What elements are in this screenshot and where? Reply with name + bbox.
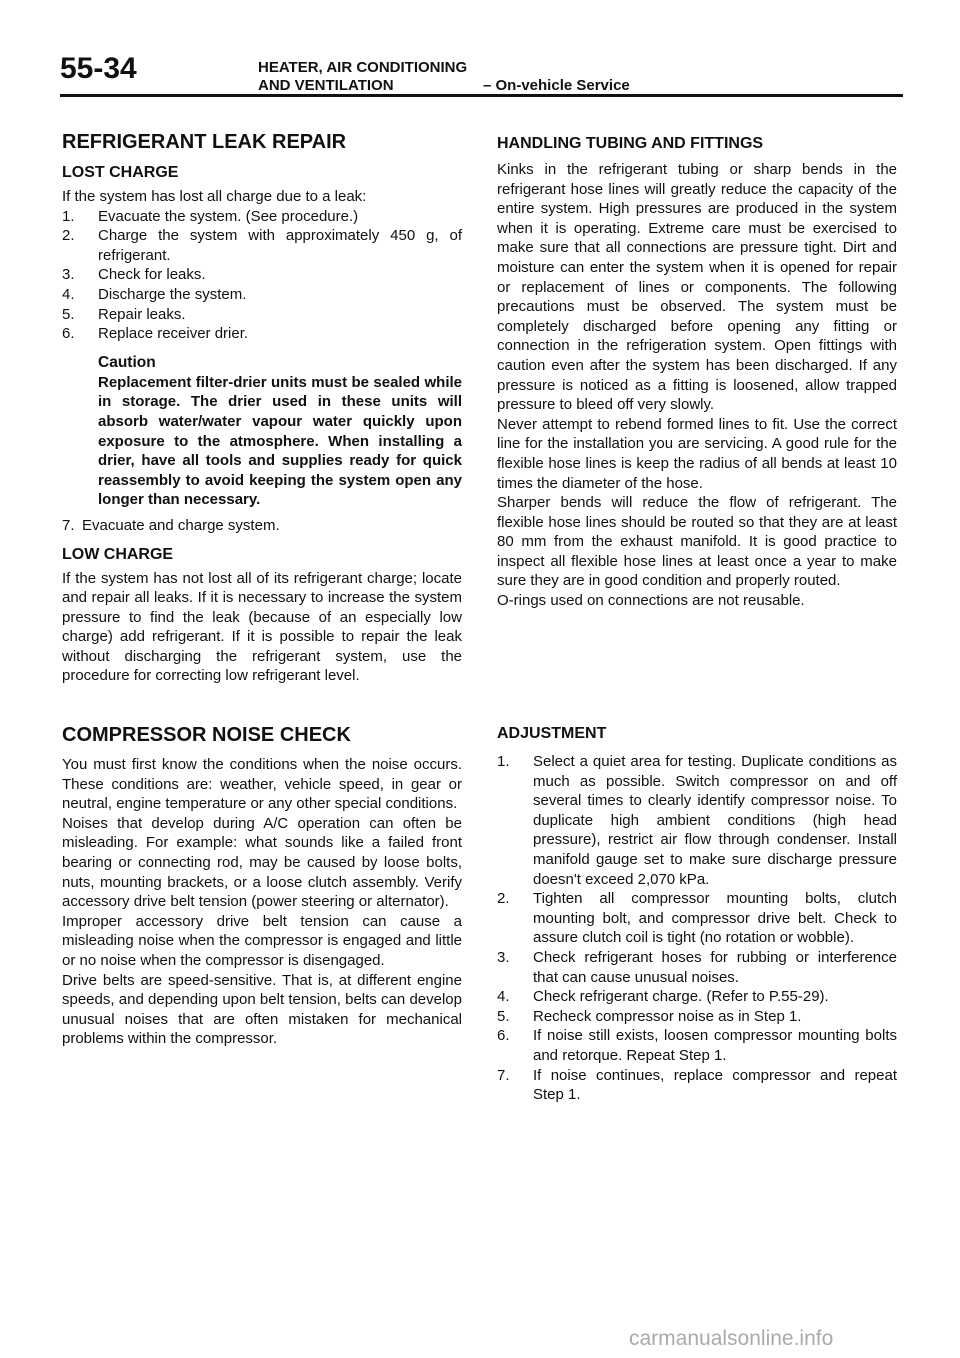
watermark: carmanualsonline.info — [629, 1327, 834, 1350]
step-text: Check refrigerant hoses for rubbing or interference that can cause unusual noises. — [533, 948, 897, 986]
list-item — [62, 285, 462, 305]
section-title-line2: AND VENTILATION — [258, 77, 394, 94]
step-number: 2. — [62, 227, 75, 245]
tubing-paragraph: Kinks in the refrigerant tubing or sharp bends in the refrigerant hose lines will greatly reduce the capacity of the entire system. High pressures are produced in the system when it is operating. Extreme care must be exercised to make sure that all connections are pressure tight. Dirt and moisture can enter the system when it is opened for repair or replacement of lines or components. The following precautions must be observed. The system must be completely discharged before opening any fitting or connection in the refrigeration system. Open fittings with caution even after the system has been discharged. If any pressure is noticed as a fitting is loosened, allow trapped pressure to bleed off very slowly. — [497, 161, 897, 414]
list-item — [62, 324, 462, 344]
adjustment-heading: ADJUSTMENT — [497, 725, 607, 742]
list-item — [497, 1066, 897, 1105]
header-rule — [60, 94, 903, 97]
list-item — [497, 752, 897, 889]
section-title-line1: HEATER, AIR CONDITIONING — [258, 59, 468, 76]
list-item — [497, 948, 897, 987]
step-number: 5. — [497, 1007, 510, 1025]
step-text: Discharge the system. — [98, 285, 247, 303]
step-text: Check for leaks. — [98, 266, 206, 284]
step-text: Check refrigerant charge. (Refer to P.55-29). — [533, 988, 829, 1006]
section-title — [258, 59, 467, 95]
lost-charge-intro: If the system has lost all charge due to a leak: — [62, 188, 367, 205]
step-text: If noise still exists, loosen compressor mounting bolts and retorque. Repeat Step 1. — [533, 1027, 897, 1064]
step-text: Replace receiver drier. — [98, 325, 249, 343]
caution-text: Replacement filter-drier units must be sealed while in storage. The drier used in these units will absorb water/water vapour water quickly upon exposure to the atmosphere. When installing a drier, have all tools and supplies ready for quick reassembly to avoid keeping the system open any longer than necessary. — [98, 373, 462, 509]
step-text: Repair leaks. — [98, 305, 186, 323]
step-number: 6. — [497, 1027, 510, 1045]
leak-repair-heading: REFRIGERANT LEAK REPAIR — [62, 131, 347, 153]
noise-paragraph: Noises that develop during A/C operation can often be misleading. For example: what sounds like a failed front bearing or connecting rod, may be caused by loose bolts, nuts, mounting brackets, or a loose clutch assembly. Verify accessory drive belt tension (power steering or alternator). — [62, 814, 462, 911]
noise-check-section — [62, 723, 462, 1049]
lost-charge-heading: LOST CHARGE — [62, 164, 179, 181]
list-item — [497, 987, 897, 1007]
list-item — [62, 516, 462, 536]
list-item — [62, 207, 462, 227]
step-number: 6. — [62, 325, 75, 343]
step-number: 1. — [497, 753, 510, 770]
page-number: 55-34 — [60, 52, 137, 85]
list-item — [497, 889, 897, 948]
step-text: Charge the system with approximately 450 g, of refrigerant. — [98, 227, 462, 264]
step-text: If noise continues, replace compressor and repeat Step 1. — [533, 1066, 897, 1104]
step-text: Evacuate the system. (See procedure.) — [98, 207, 359, 225]
step-number: 3. — [497, 948, 510, 966]
caution-box — [98, 352, 462, 510]
low-charge-heading: LOW CHARGE — [62, 545, 174, 563]
tubing-paragraph: O-rings used on connections are not reusable. — [497, 592, 805, 610]
step-number: 3. — [62, 266, 75, 284]
tubing-paragraph: Sharper bends will reduce the flow of refrigerant. The flexible hose lines should be routed so that they are at least 80 mm from the exhaust manifold. It is good practice to inspect all flexible hose lines at least once a year to make sure they are in good condition and properly routed. — [497, 494, 897, 590]
step-text: Tighten all compressor mounting bolts, clutch mounting bolt, and compressor drive belt. Check to assure clutch coil is tight (no rotation or wobble). — [533, 890, 897, 947]
adjustment-steps — [497, 752, 897, 1105]
tubing-paragraph: Never attempt to rebend formed lines to fit. Use the correct line for the installation you are servicing. A good rule for the flexible hose lines is keep the radius of all bends at least 10 times the diameter of the hose. — [497, 415, 897, 492]
noise-paragraph: You must first know the conditions when the noise occurs. These conditions are: weather, vehicle speed, in gear or neutral, engine temperature or any other special conditions. — [62, 756, 462, 813]
noise-check-heading: COMPRESSOR NOISE CHECK — [62, 724, 351, 746]
lost-charge-steps — [62, 207, 462, 344]
list-item — [497, 1026, 897, 1065]
noise-paragraph: Improper accessory drive belt tension can cause a misleading noise when the compressor is engaged and little or no noise when the compressor is disengaged. — [62, 912, 462, 969]
adjustment-section — [497, 723, 897, 1105]
tubing-heading: HANDLING TUBING AND FITTINGS — [497, 135, 764, 152]
step-text: Evacuate and charge system. — [82, 516, 280, 534]
step-number: 2. — [497, 890, 510, 908]
lost-charge-final-step — [62, 516, 462, 536]
list-item — [497, 1007, 897, 1027]
step-number: 7. — [497, 1066, 510, 1084]
low-charge-text: If the system has not lost all of its refrigerant charge; locate and repair all leaks. If it is necessary to increase the system pressure to find the leak (because of an especially low charge) add refrigerant. If it is possible to repair the leak without discharging the refrigerant system, use the procedure for correcting low refrigerant level. — [62, 569, 462, 685]
section-subtitle: – On-vehicle Service — [483, 77, 630, 94]
step-number: 4. — [62, 285, 75, 303]
list-item — [62, 226, 462, 265]
step-number: 1. — [62, 207, 75, 225]
list-item — [62, 305, 462, 325]
noise-paragraph: Drive belts are speed-sensitive. That is, at different engine speeds, and depending upon belt tension, belts can develop unusual noises that are often mistaken for mechanical problems within the compressor. — [62, 971, 462, 1048]
step-text: Select a quiet area for testing. Duplicate conditions as much as possible. Switch compressor on and off several times to clearly identify compressor noise. To duplicate high ambient conditions (high head pressure), restrict air flow through condenser. Install manifold gauge set to make sure discharge pressure doesn't exceed 2,070 kPa. — [533, 753, 897, 888]
tubing-section — [497, 133, 897, 611]
step-number: 7. — [62, 516, 75, 534]
list-item — [62, 265, 462, 285]
leak-repair-section — [62, 130, 462, 686]
step-number: 4. — [497, 988, 510, 1006]
caution-title: Caution — [98, 353, 156, 371]
step-text: Recheck compressor noise as in Step 1. — [533, 1007, 802, 1025]
step-number: 5. — [62, 305, 75, 323]
